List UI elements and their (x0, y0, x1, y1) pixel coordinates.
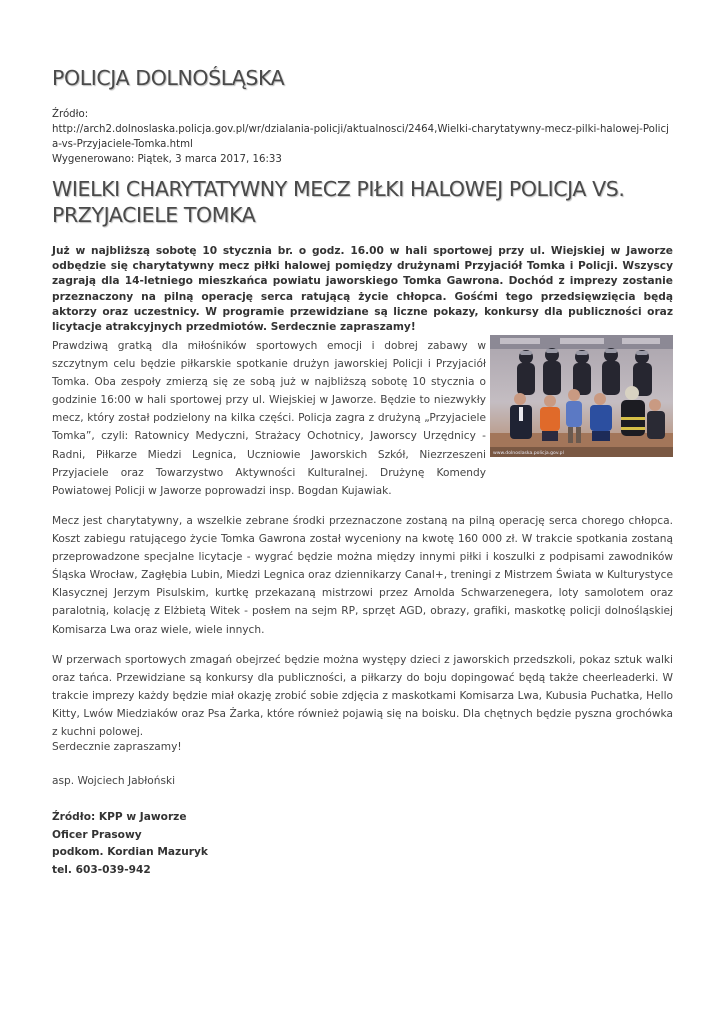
generated-timestamp: Wygenerowano: Piątek, 3 marca 2017, 16:33 (52, 154, 282, 165)
source-role: Oficer Prasowy (52, 828, 142, 841)
team-photo (490, 335, 673, 457)
source-unit: Źródło: KPP w Jaworze (52, 811, 187, 823)
source-url[interactable]: http://arch2.dolnoslaska.policja.gov.pl/wr/dzialania-policji/aktualnosci/2464,Wielki-charytatywny-mecz-pilki-halowej-Policja-vs-Przyjaciele-Tomka.html (52, 124, 669, 150)
site-title: POLICJA DOLNOŚLĄSKA (52, 66, 285, 90)
source-person: podkom. Kordian Mazuryk (52, 846, 208, 859)
author-line: asp. Wojciech Jabłoński (52, 775, 176, 787)
closing-line: Serdecznie zapraszamy! (52, 741, 182, 753)
team-photo-image (490, 335, 673, 457)
article-title: WIELKI CHARYTATYWNY MECZ PIŁKI HALOWEJ POLICJA VS. PRZYJACIELE TOMKA (52, 177, 625, 227)
article-lead: Już w najbliższą sobotę 10 stycznia br. o godz. 16.00 w hali sportowej przy ul. Wiejskiej w Jaworze odbędzie się charytatywny mecz piłki halowej pomiędzy drużynami Przyjaciół Tomka i Policji. Wszyscy zagrają dla 14-letniego mieszkańca powiatu jaworskiego Tomka Gawrona. Dochód z imprezy zostanie przeznaczony na pilną operację serca ratującą życie chłopca. Gośćmi tego przedsięwzięcia będą aktorzy oraz uczestnicy. W programie przewidziane są liczne pokazy, konkursy dla publiczności oraz licytacje atrakcyjnych przedmiotów. Serdecznie zapraszamy! (52, 245, 673, 334)
source-label: Źródło: (52, 109, 89, 120)
article-paragraph-3: W przerwach sportowych zmagań obejrzeć będzie można występy dzieci z jaworskich przedszkoli, pokaz sztuk walki oraz tańca. Przewidziane są konkursy dla publiczności, a piłkarzy do boju dopingować będą także cheerleaderki. W trakcie imprezy każdy będzie miał okazję zrobić sobie zdjęcia z maskotkami Komisarza Lwa, Kubusia Puchatka, Hello Kitty, Lwów Miedziaków oraz Psa Żarka, które również pojawią się na boisku. Dla chętnych będzie pyszna grochówka z kuchni polowej. (52, 654, 673, 739)
source-phone: tel. 603-039-942 (52, 863, 151, 876)
source-meta (52, 107, 673, 167)
source-block (52, 809, 208, 879)
article-paragraph-2: Mecz jest charytatywny, a wszelkie zebrane środki przeznaczone zostaną na pilną operację serca chorego chłopca. Koszt zabiegu ratującego życie Tomka Gawrona został wyceniony na kwotę 160 000 zł. W trakcie spotkania zostaną przeprowadzone specjalne licytacje - wygrać będzie można między innymi piłki i koszulki z podpisami zawodników Śląska Wrocław, Zagłębia Lubin, Miedzi Legnica oraz dziennikarzy Canal+, treningi z Mistrzem Świata w Kulturystyce Klasycznej Jerzym Pisulskim, kurtkę przekazaną mistrzowi przez Arnolda Schwarzenegera, loty samolotem oraz paralotnią, kolację z Elżbietą Witek - posłem na sejm RP, sprzęt AGD, obrazy, grafiki, maskotkę policji dolnośląskiej Komisarza Lwa oraz wiele, wiele innych. (52, 515, 673, 636)
photo-caption: www.dolnoslaska.policja.gov.pl (493, 451, 564, 456)
article-paragraph-1: Prawdziwą gratką dla miłośników sportowych emocji i dobrej zabawy w szczytnym celu będzie piłkarskie spotkanie drużyn jaworskiej Policji i Przyjaciół Tomka. Oba zespoły zmierzą się ze sobą już w najbliższą sobotę 10 stycznia o godzinie 16:00 w hali sportowej przy ul. Wiejskiej w Jaworze. Będzie to niezwykły mecz, który został podzielony na kilka części. Policja zagra z drużyną „Przyjaciele Tomka”, czyli: Ratownicy Medyczni, Strażacy Ochotnicy, Jaworscy Urzędnicy - Radni, Piłkarze Miedzi Legnica, Uczniowie Jaworskich Szkół, Niezrzeszeni Przyjaciele oraz Towarzystwo Aktywności Kulturalnej. Drużynę Komendy Powiatowej Policji w Jaworze poprowadzi insp. Bogdan Kujawiak. (52, 340, 486, 497)
